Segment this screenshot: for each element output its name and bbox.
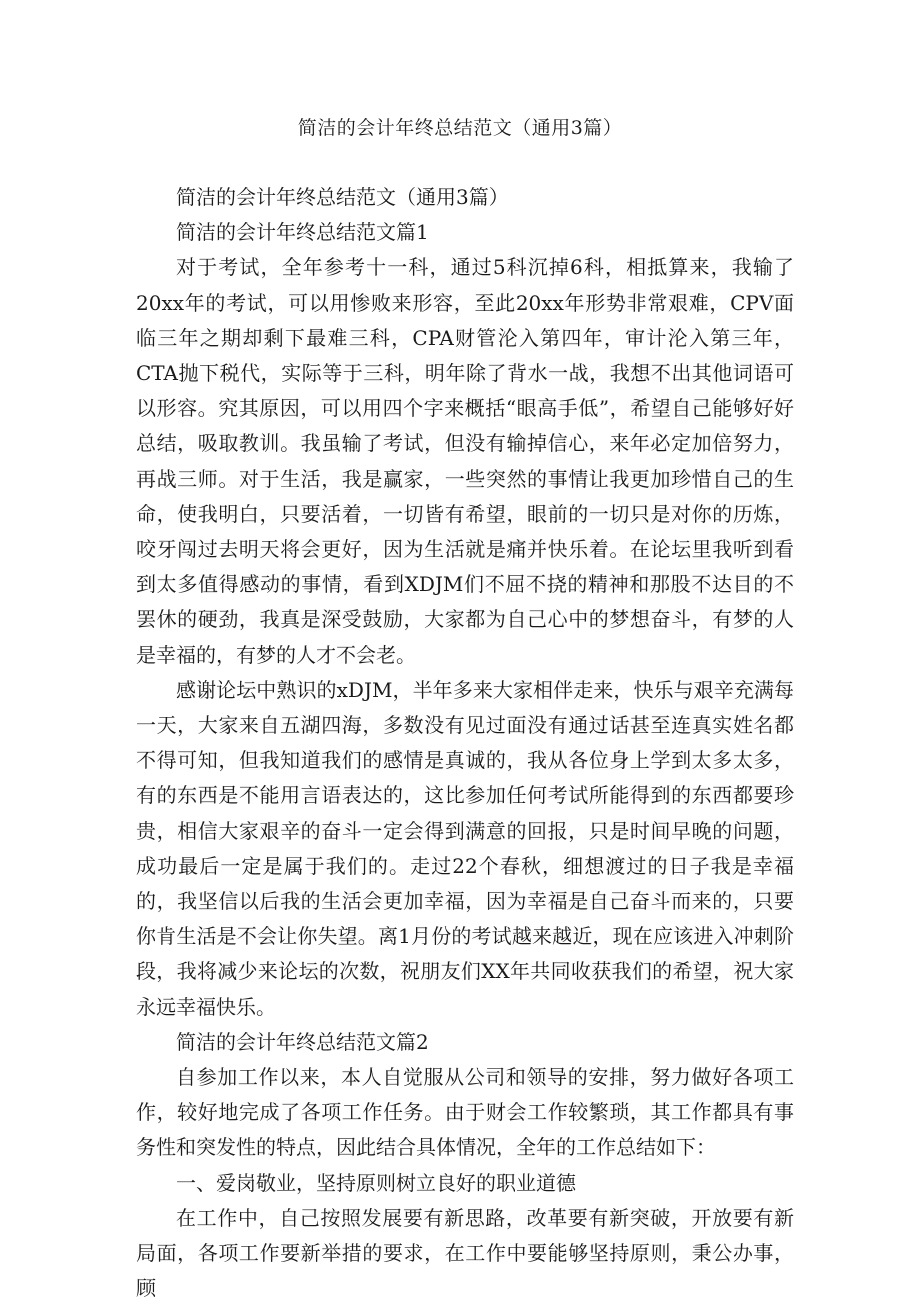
section-1-paragraph-1: 对于考试，全年参考十一科，通过5科沉掉6科，相抵算来，我输了20xx年的考试，可以用惨败来形容，至此20xx年形势非常艰难，CPV面临三年之期却剩下最难三科，CPA财管沦入第四年，审计沦入第三年，CTA抛下税代，实际等于三科，明年除了背水一战，我想不出其他词语可以形容。究其原因，可以用四个字来概括“眼高手低”，希望自己能够好好总结，吸取教训。我虽输了考试，但没有输掉信心，来年必定加倍努力，再战三师。对于生活，我是赢家，一些突然的事情让我更加珍惜自己的生命，使我明白，只要活着，一切皆有希望，眼前的一切只是对你的历炼，咬牙闯过去明天将会更好，因为生活就是痛并快乐着。在论坛里我听到看到太多值得感动的事情，看到XDJM们不屈不挠的精神和那股不达目的不罢休的硬劲，我真是深受鼓励，大家都为自己心中的梦想奋斗，有梦的人是幸福的，有梦的人才不会老。 xyxy=(136,255,794,667)
document-title: 简洁的会计年终总结范文（通用3篇） xyxy=(297,117,623,139)
section-2-point-1: 一、爱岗敬业，坚持原则树立良好的职业道德 xyxy=(176,1170,576,1195)
section-2-paragraph-2: 在工作中，自己按照发展要有新思路，改革要有新突破，开放要有新局面，各项工作要新举措的要求，在工作中要能够坚持原则，秉公办事，顾 xyxy=(136,1205,794,1301)
section-2-paragraph-1: 自参加工作以来，本人自觉服从公司和领导的安排，努力做好各项工作，较好地完成了各项工作任务。由于财会工作较繁琐，其工作都具有事务性和突发性的特点，因此结合具体情况，全年的工作总结如下： xyxy=(136,1065,794,1160)
section-1-heading: 简洁的会计年终总结范文篇1 xyxy=(176,220,429,245)
section-2-heading: 简洁的会计年终总结范文篇2 xyxy=(176,1029,429,1054)
section-1-paragraph-2: 感谢论坛中熟识的xDJM，半年多来大家相伴走来，快乐与艰辛充满每一天，大家来自五湖四海，多数没有见过面没有通过话甚至连真实姓名都不得可知，但我知道我们的感情是真诚的，我从各位身上学到太多太多，有的东西是不能用言语表达的，这比参加任何考试所能得到的东西都要珍贵，相信大家艰辛的奋斗一定会得到满意的回报，只是时间早晚的问题，成功最后一定是属于我们的。走过22个春秋，细想渡过的日子我是幸福的，我坚信以后我的生活会更加幸福，因为幸福是自己奋斗而来的，只要你肯生活是不会让你失望。离1月份的考试越来越近，现在应该进入冲刺阶段，我将减少来论坛的次数，祝朋友们XX年共同收获我们的希望，祝大家永远幸福快乐。 xyxy=(136,677,794,1019)
document-subtitle: 简洁的会计年终总结范文（通用3篇） xyxy=(176,185,509,209)
document-body xyxy=(136,180,794,1307)
